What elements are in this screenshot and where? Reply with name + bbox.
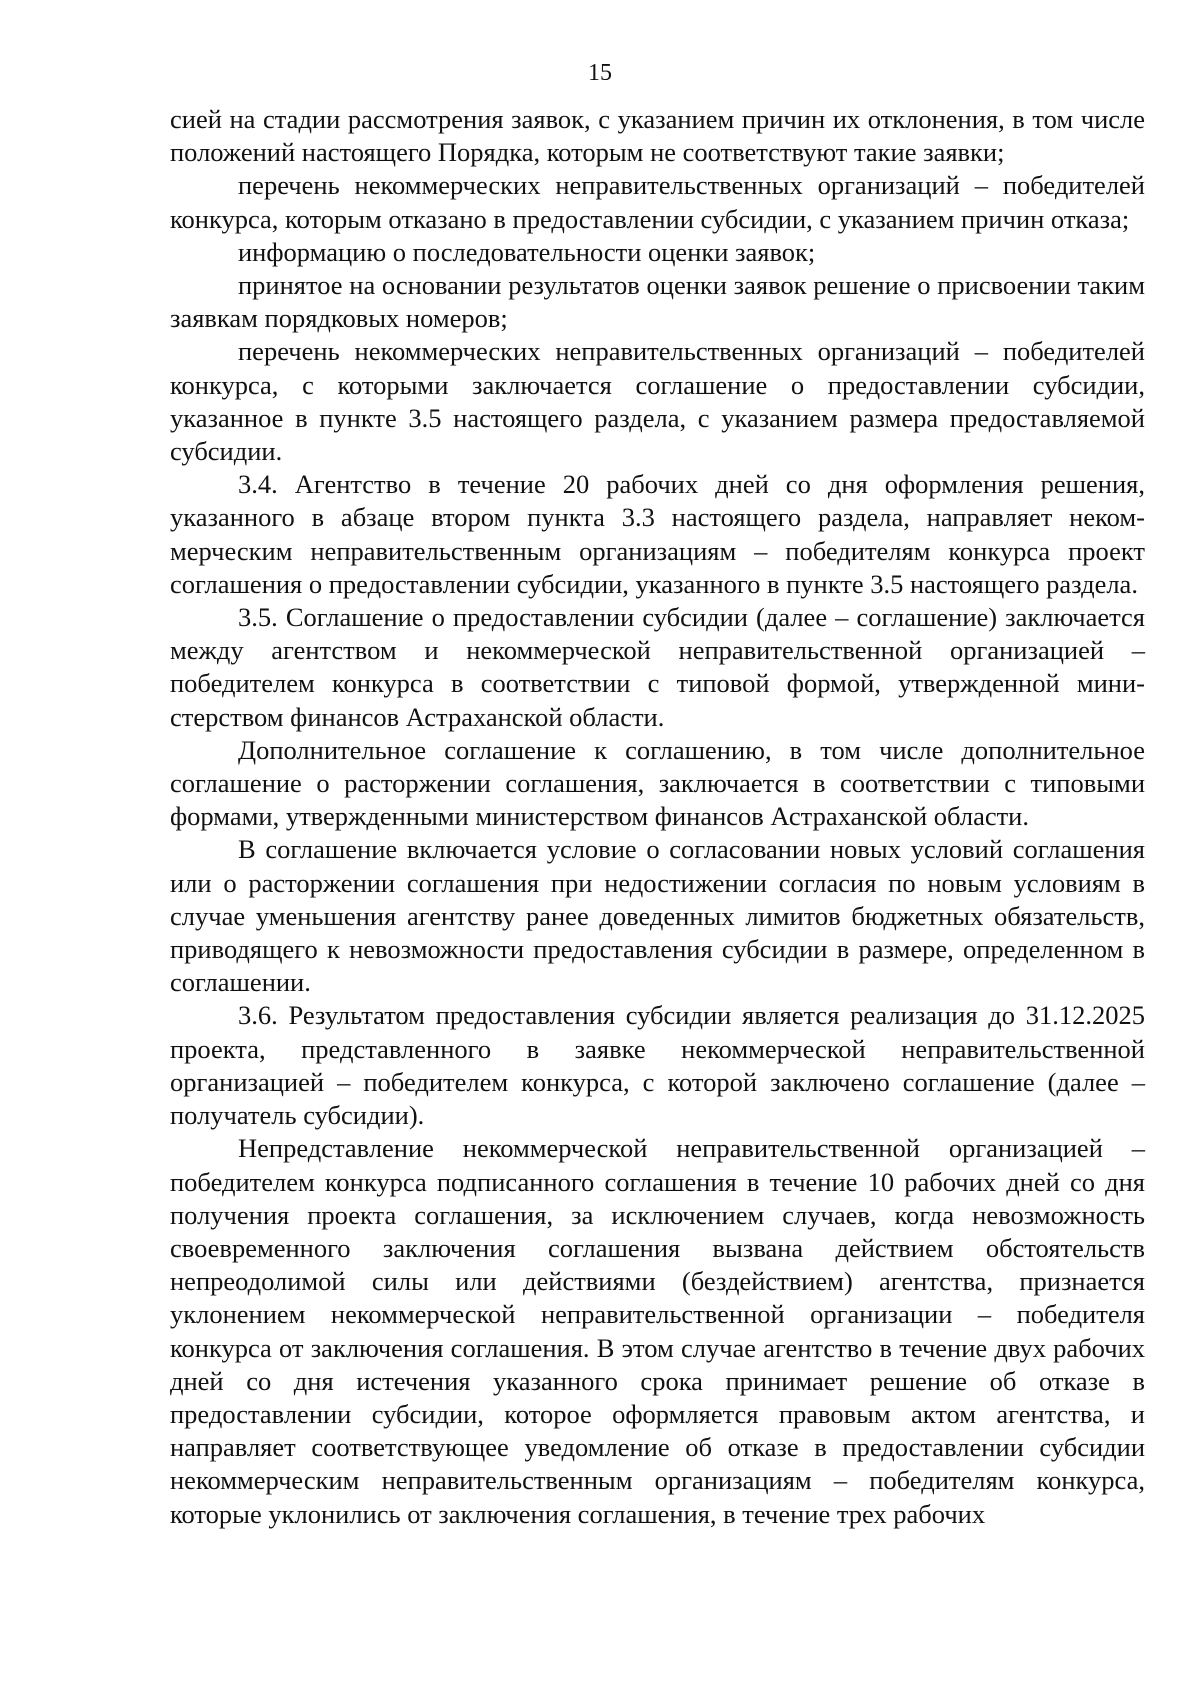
paragraph-continuation: сией на стадии рассмотрения заявок, с указанием причин их отклонения, в том числе положений настоящего Порядка, которым не соответствуют такие заявки; [170, 104, 1145, 168]
paragraph-winners-list: перечень некоммерческих неправительственных организаций – победителей конкурса, с которыми заключается соглашение о предоставлении субсидии, указанное в пункте 3.5 настоящего раздела, с указанием размера предоставляемой субсидии. [170, 336, 1145, 467]
paragraph-non-submission: Непредставление некоммерческой неправительственной организацией – победителем конкурса подписанного соглашения в течение 10 рабочих дней со дня получения проекта соглашения, за исключением случаев, когда невозможность своевременного заключения соглашения вызвана действием обстоятельств непреодолимой силы или действиями (бездействием) агентства, признается уклонением некоммерческой неправительственной организации – победителя конкурса от заключения соглашения. В этом случае агентство в течение двух рабочих дней со дня истечения указанного срока принимает решение об отказе в предоставлении субсидии, которое оформляется правовым актом агентства, и направляет соответствующее уведомление об отказе в предоставлении субсидии некоммерческим неправительственным организациям – победителям конкурса, которые уклонились от заключения соглашения, в течение трех рабочих [170, 1133, 1145, 1529]
paragraph-evaluation-sequence: информацию о последовательности оценки заявок; [238, 236, 816, 267]
paragraph-rejected-list: перечень некоммерческих неправительственных организаций – победителей конкурса, которым отказано в предоставлении субсидии, с указанием причин отказа; [170, 170, 1145, 234]
paragraph-3-5: 3.5. Соглашение о предоставлении субсидии (далее – соглашение) заключается между агентством и некоммерческой неправительственной организацией – победителем конкурса в соответствии с типовой формой, утвержденной министерством финансов Астраханской области. [170, 602, 1145, 732]
paragraph-agreement-condition: В соглашение включается условие о согласовании новых условий соглашения или о расторжении соглашения при недостижении согласия по новым условиям в случае уменьшения агентству ранее доведенных лимитов бюджетных обязательств, приводящего к невозможности предоставления субсидии в размере, определенном в соглашении. [170, 834, 1145, 998]
paragraph-3-6: 3.6. Результатом предоставления субсидии является реализация до 31.12.2025 проекта, представленного в заявке некоммерческой неправительственной организацией – победителем конкурса, с которой заключено соглашение (далее – получатель субсидии). [170, 1000, 1145, 1131]
document-body [170, 103, 1145, 1531]
page-number: 15 [588, 60, 612, 86]
paragraph-numbering-decision: принятое на основании результатов оценки заявок решение о присвоении таким заявкам порядковых номеров; [170, 270, 1145, 334]
paragraph-3-4: 3.4. Агентство в течение 20 рабочих дней со дня оформления решения, указанного в абзаце втором пункта 3.3 настоящего раздела, направляет некоммерческим неправительственным организациям – победителям конкурса проект соглашения о предоставлении субсидии, указанного в пункте 3.5 настоящего раздела. [170, 469, 1145, 599]
paragraph-additional-agreement: Дополнительное соглашение к соглашению, в том числе дополнительное соглашение о расторжении соглашения, заключается в соответствии с типовыми формами, утвержденными министерством финансов Астраханской области. [170, 734, 1145, 832]
